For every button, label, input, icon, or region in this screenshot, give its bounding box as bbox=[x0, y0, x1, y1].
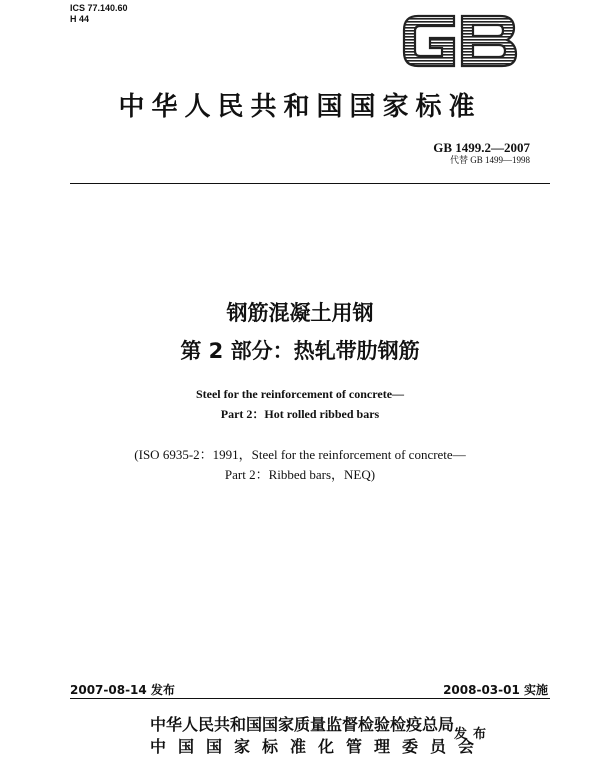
title-cn-line2: 第 2 部分：热轧带肋钢筋 bbox=[180, 339, 420, 363]
standard-number-block bbox=[433, 140, 530, 166]
iso-reference-line1: (ISO 6935-2：1991，Steel for the reinforcement of concrete— bbox=[134, 447, 466, 462]
organization-title: 中华人民共和国国家标准 bbox=[118, 92, 482, 122]
title-en-line1: Steel for the reinforcement of concrete— bbox=[195, 387, 405, 401]
bottom-divider bbox=[70, 698, 550, 699]
standard-number: GB 1499.2—2007 bbox=[433, 140, 530, 155]
issue-label: 发布 bbox=[454, 727, 493, 742]
iso-reference-line2: Part 2：Ribbed bars，NEQ) bbox=[224, 467, 376, 482]
title-cn-line1: 钢筋混凝土用钢 bbox=[226, 301, 374, 325]
issuer-line1: 中华人民共和国国家质量监督检验检疫总局 bbox=[150, 715, 455, 734]
ccs-code: H 44 bbox=[70, 14, 90, 24]
top-divider bbox=[70, 183, 550, 184]
classification-codes bbox=[70, 3, 128, 25]
title-en-line2: Part 2：Hot rolled ribbed bars bbox=[220, 407, 380, 421]
implementation-date: 2008-03-01 实施 bbox=[443, 683, 548, 697]
gb-logo bbox=[400, 12, 520, 70]
ics-code: ICS 77.140.60 bbox=[70, 3, 128, 13]
replaces-note: 代替 GB 1499—1998 bbox=[449, 155, 530, 165]
issuer-line2: 中国国家标准化管理委员会 bbox=[150, 737, 487, 756]
issue-date: 2007-08-14 发布 bbox=[70, 683, 175, 697]
